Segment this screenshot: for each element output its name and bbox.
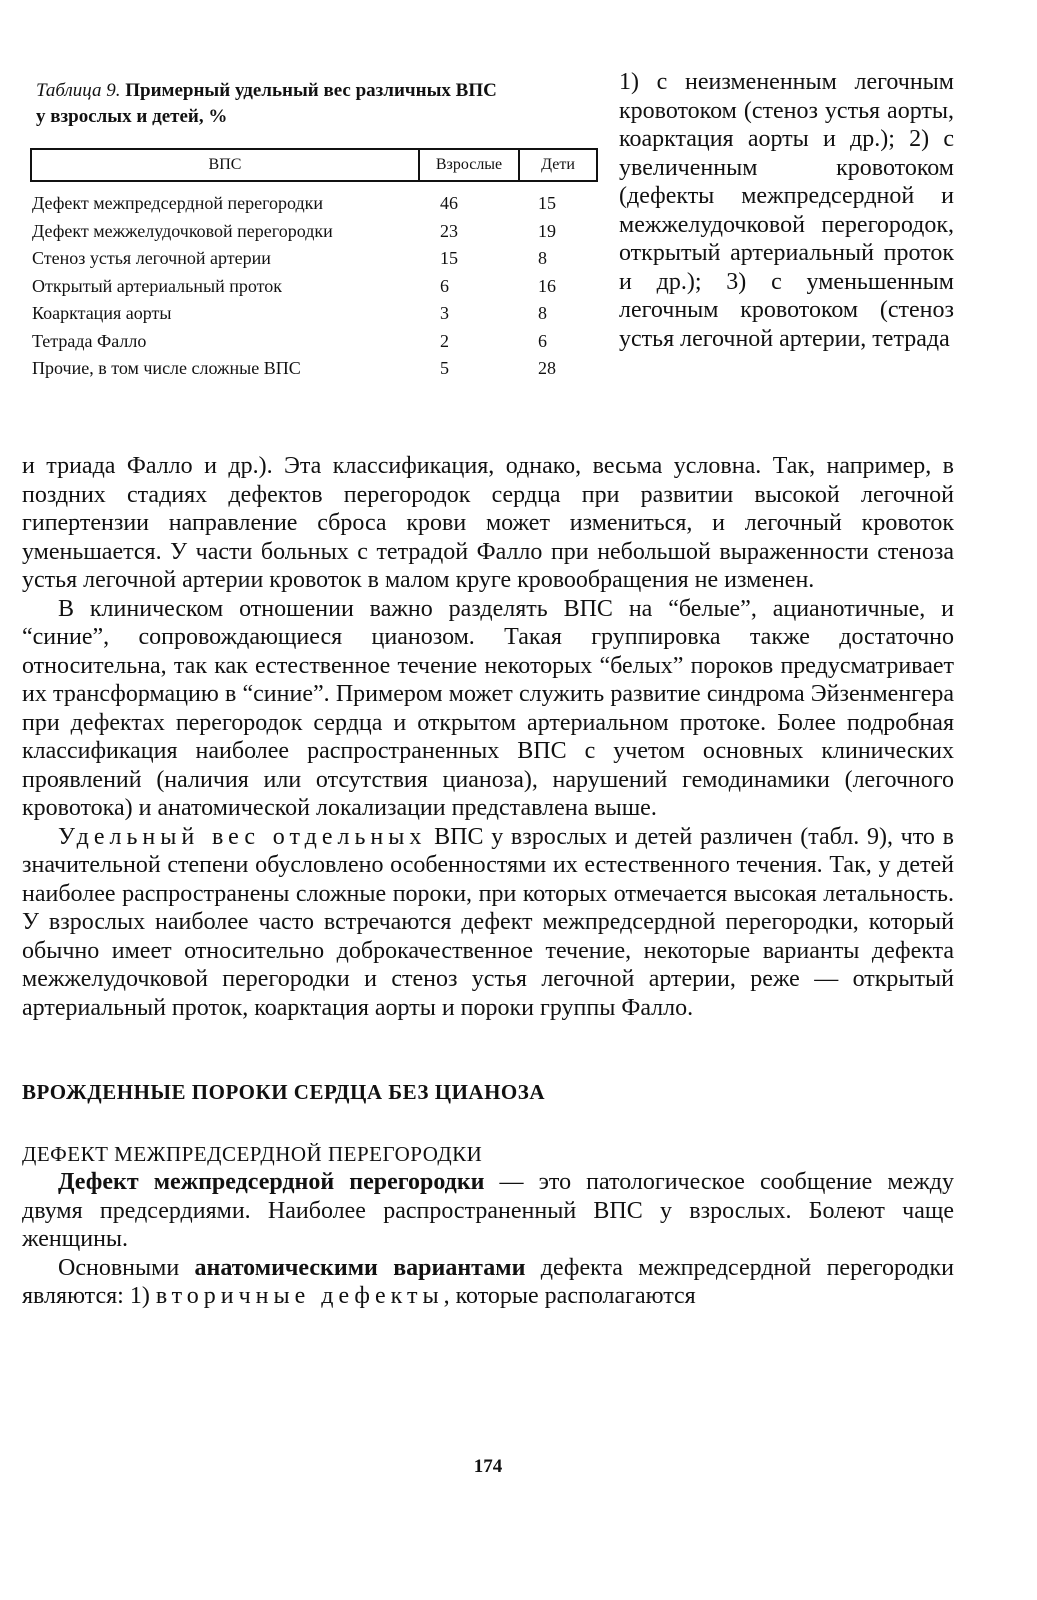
page (22, 60, 954, 1311)
variants-bold: анатомическими вариантами (194, 1254, 526, 1281)
row-children: 15 (538, 193, 556, 214)
paragraph-prevalence (22, 823, 954, 1023)
row-adults: 15 (440, 248, 458, 269)
paragraph-variants (22, 1254, 954, 1311)
main-text (22, 452, 954, 1311)
row-children: 8 (538, 248, 547, 269)
table-title-line2: у взрослых и детей, % (36, 106, 228, 127)
table-label: Таблица 9. (36, 80, 121, 101)
header-children: Дети (541, 156, 575, 173)
paragraph-clinical: В клиническом отношении важно разделять ВПС на “белые”, ацианотичные, и “синие”, сопровождающиеся цианозом. Такая группировка также достаточно относительна, так как естественное течение некоторых “белых” пороков предусматривает их трансформацию в “синие”. Примером может служить развитие синдрома Эйзенменгера при дефектах перегородок сердца и открытом артериальном протоке. Более подробная классификация наиболее распространенных ВПС с учетом основных клинических проявлений (наличия или отсутствия цианоза), нарушений гемодинамики (легочного кровотока) и анатомической локализации представлена выше. (22, 595, 954, 821)
header-adults: Взрослые (420, 150, 520, 180)
row-name: Дефект межжелудочковой перегородки (32, 220, 333, 241)
row-adults: 46 (440, 193, 458, 214)
term-bold: Дефект межпредсердной перегородки (58, 1169, 485, 1195)
row-name: Открытый артериальный проток (32, 275, 283, 296)
classification-list: 1) с неизмененным легочным кровотоком (стеноз устья аорты, коарктация аорты и др.); 2) с увеличенным кровотоком (дефекты межпредсердной и межжелудочковой перегородок, открытый артериальный проток и др.); 3) с уменьшенным легочным кровотоком (стеноз устья легочной артерии, тетрада (619, 69, 954, 352)
table-caption (36, 78, 602, 130)
paragraph-definition-text: — это патологическое сообщение между двумя предсердиями. Наиболее распространенный ВПС у взрослых. Болеют чаще женщины. (22, 1169, 955, 1252)
table-body (30, 190, 602, 383)
subsection-heading: ДЕФЕКТ МЕЖПРЕДСЕРДНОЙ ПЕРЕГОРОДКИ (22, 1142, 483, 1166)
row-adults: 6 (440, 275, 449, 296)
row-adults: 5 (440, 358, 449, 379)
spaced-term: Удельный вес отдельных (58, 823, 427, 850)
table-header (30, 148, 598, 182)
row-adults: 2 (440, 330, 449, 351)
table-row (30, 245, 602, 273)
side-column-text (619, 68, 954, 353)
row-name: Прочие, в том числе сложные ВПС (32, 358, 301, 379)
variants-tail: , которые располагаются (443, 1283, 696, 1309)
table-row (30, 218, 602, 246)
table-9 (30, 78, 602, 383)
variants-intro: Основными (58, 1254, 195, 1281)
row-adults: 3 (440, 303, 449, 324)
table-title-line1: Примерный удельный вес различных ВПС (125, 80, 497, 101)
section-heading: ВРОЖДЕННЫЕ ПОРОКИ СЕРДЦА БЕЗ ЦИАНОЗА (22, 1080, 545, 1104)
row-children: 8 (538, 303, 547, 324)
table-row (30, 273, 602, 301)
table-row (30, 355, 602, 383)
page-number: 174 (473, 1456, 503, 1477)
paragraph-definition (22, 1168, 954, 1254)
variants-spaced: вторичные дефекты (155, 1283, 444, 1309)
row-adults: 23 (440, 220, 458, 241)
row-children: 19 (538, 220, 556, 241)
variants-text: дефекта межпредсердной перегородки являются: 1) (22, 1254, 954, 1309)
row-name: Коарктация аорты (32, 303, 172, 324)
table-row (30, 328, 602, 356)
table-row (30, 190, 602, 218)
paragraph-classification-note: и триада Фалло и др.). Эта классификация, однако, весьма условна. Так, например, в поздних стадиях дефектов перегородок сердца при развитии высокой легочной гипертензии направление сброса крови может измениться, и легочный кровоток уменьшается. У части больных с тетрадой Фалло при небольшой выраженности стеноза устья легочной артерии кровоток в малом круге кровообращения не изменен. (22, 453, 954, 593)
header-vps: ВПС (32, 150, 420, 180)
table-row (30, 300, 602, 328)
row-name: Стеноз устья легочной артерии (32, 248, 271, 269)
row-children: 28 (538, 358, 556, 379)
row-children: 16 (538, 275, 556, 296)
row-children: 6 (538, 330, 547, 351)
row-name: Тетрада Фалло (32, 330, 147, 351)
top-section (22, 60, 954, 452)
row-name: Дефект межпредсердной перегородки (32, 193, 324, 214)
paragraph-prevalence-text: ВПС у взрослых и детей различен (табл. 9), что в значительной степени обусловлено особенностями их естественного течения. Так, у детей наиболее распространены сложные пороки, при которых отмечается высокая летальность. У взрослых наиболее часто встречаются дефект межпредсердной перегородки, который обычно имеет относительно доброкачественное течение, некоторые варианты дефекта межжелудочковой перегородки и стеноз устья легочной артерии, реже — открытый артериальный проток, коарктация аорты и пороки группы Фалло. (22, 823, 954, 1021)
